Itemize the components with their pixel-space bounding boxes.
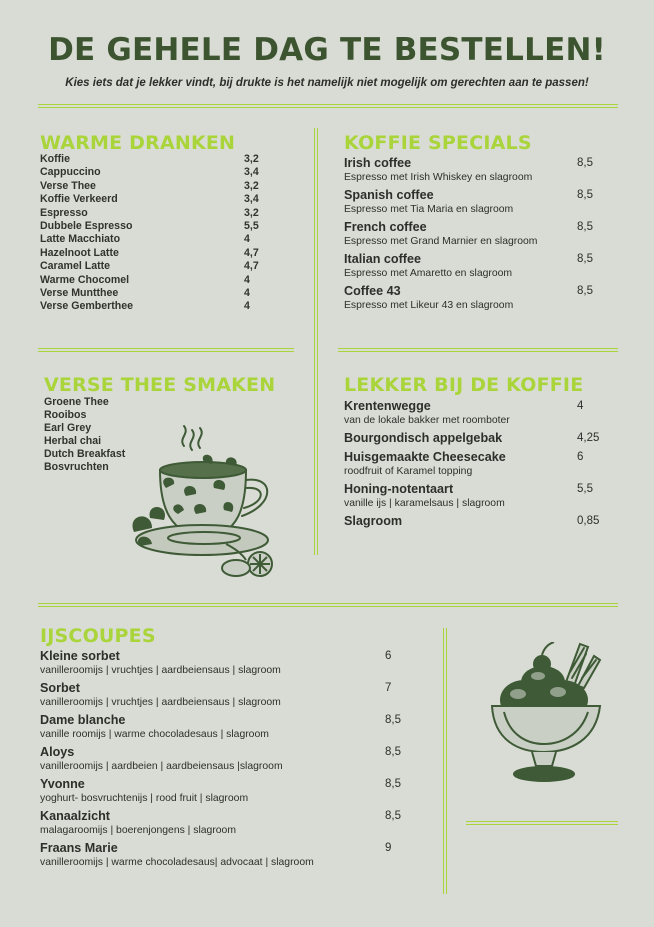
item-price: 8,5 [385, 746, 401, 758]
menu-item [344, 482, 606, 510]
item-description: yoghurt- bosvruchtenijs | rood fruit | slagroom [40, 793, 249, 804]
menu-item [40, 713, 410, 741]
menu-item [344, 399, 606, 427]
item-description: vanille ijs | karamelsaus | slagroom [344, 498, 505, 509]
list-item: Bosvruchten [44, 461, 109, 473]
item-name: Coffee 43 [344, 284, 401, 298]
list-item: Groene Thee [44, 396, 109, 408]
item-price: 8,5 [577, 157, 593, 169]
item-name: Honing-notentaart [344, 482, 454, 496]
divider-top [38, 104, 618, 105]
item-name: French coffee [344, 220, 427, 234]
list-item: Earl Grey [44, 422, 92, 434]
item-name: Espresso [40, 206, 88, 219]
menu-item [344, 284, 606, 312]
koffie-specials-list [344, 156, 606, 316]
list-item [40, 193, 280, 206]
item-price: 4 [244, 300, 250, 313]
menu-item [40, 681, 410, 709]
menu-item [40, 649, 410, 677]
item-price: 3,2 [244, 206, 259, 219]
item-description: vanilleroomijs | vruchtjes | aardbeiensaus | slagroom [40, 665, 281, 676]
item-description: Espresso met Irish Whiskey en slagroom [344, 172, 533, 183]
item-name: Caramel Latte [40, 260, 111, 273]
item-name: Verse Muntthee [40, 286, 119, 299]
ijscoupes-list [40, 649, 410, 873]
item-price: 8,5 [577, 285, 593, 297]
item-description: malagaroomijs | boerenjongens | slagroom [40, 825, 236, 836]
item-price: 8,5 [577, 221, 593, 233]
item-name: Verse Gemberthee [40, 300, 134, 313]
item-price: 8,5 [577, 253, 593, 265]
menu-item [344, 252, 606, 280]
item-price: 5,5 [244, 219, 259, 232]
item-description: Espresso met Likeur 43 en slagroom [344, 300, 514, 311]
item-price: 6 [577, 451, 584, 463]
item-price: 7 [385, 682, 392, 694]
list-item: Dutch Breakfast [44, 448, 126, 460]
section-title-ijscoupes: IJSCOUPES [40, 625, 156, 647]
divider-right-mid [338, 348, 618, 349]
list-item [40, 220, 280, 233]
item-price: 3,4 [244, 193, 259, 206]
list-item [40, 233, 280, 246]
divider-middle [38, 603, 618, 604]
list-item [40, 153, 280, 166]
page-title: DE GEHELE DAG TE BESTELLEN! [48, 32, 606, 68]
item-name: Krentenwegge [344, 399, 431, 413]
item-price: 4,7 [244, 260, 259, 273]
item-price: 4,7 [244, 246, 259, 259]
item-description: vanilleroomijs | aardbeien | aardbeiensaus |slagroom [40, 761, 283, 772]
item-name: Sorbet [40, 681, 80, 695]
list-item: Rooibos [44, 409, 87, 421]
section-title-warme-dranken: WARME DRANKEN [40, 132, 236, 154]
item-name: Latte Macchiato [40, 233, 121, 246]
menu-item [40, 809, 410, 837]
ice-cream-sundae-icon [488, 642, 604, 782]
menu-item [344, 431, 606, 446]
menu-item [344, 220, 606, 248]
item-name: Dubbele Espresso [40, 219, 133, 232]
item-name: Koffie [40, 153, 71, 165]
list-item [40, 166, 280, 179]
divider-left-mid [38, 348, 294, 349]
list-item: Herbal chai [44, 435, 102, 447]
item-name: Warme Chocomel [40, 273, 130, 286]
item-name: Fraans Marie [40, 841, 118, 855]
page-subtitle: Kies iets dat je lekker vindt, bij drukte is het namelijk niet mogelijk om gerechten aan te passen! [65, 77, 589, 89]
item-price: 4 [244, 273, 250, 286]
menu-item [40, 777, 410, 805]
item-price: 3,2 [244, 179, 259, 192]
item-price: 3,2 [244, 153, 259, 165]
item-name: Verse Thee [40, 179, 96, 192]
item-price: 8,5 [385, 778, 401, 790]
divider-right-bottom [466, 821, 618, 822]
item-price: 5,5 [577, 483, 593, 495]
menu-item [344, 450, 606, 478]
item-price: 4 [244, 233, 250, 246]
item-price: 8,5 [385, 714, 401, 726]
section-title-koffie-specials: KOFFIE SPECIALS [344, 132, 532, 154]
list-item [40, 247, 280, 260]
item-price: 4 [577, 400, 584, 412]
item-name: Hazelnoot Latte [40, 246, 119, 259]
list-item [40, 287, 280, 300]
item-name: Cappuccino [40, 166, 101, 179]
item-description: van de lokale bakker met roomboter [344, 415, 510, 426]
item-description: Espresso met Grand Marnier en slagroom [344, 236, 538, 247]
menu-item [40, 745, 410, 773]
item-name: Irish coffee [344, 156, 412, 170]
list-item [40, 274, 280, 287]
list-item [40, 207, 280, 220]
item-name: Huisgemaakte Cheesecake [344, 450, 506, 464]
tea-cup-icon [126, 418, 276, 578]
menu-item [344, 188, 606, 216]
item-name: Kanaalzicht [40, 809, 110, 823]
item-price: 4,25 [577, 432, 600, 444]
item-name: Slagroom [344, 514, 403, 528]
divider-vertical-top [314, 128, 315, 555]
list-item [40, 180, 280, 193]
item-description: vanilleroomijs | vruchtjes | aardbeiensaus | slagroom [40, 697, 281, 708]
item-price: 0,85 [577, 515, 600, 527]
item-description: vanilleroomijs | warme chocoladesaus| advocaat | slagroom [40, 857, 314, 868]
menu-item [344, 514, 606, 529]
item-price: 8,5 [385, 810, 401, 822]
item-price: 8,5 [577, 189, 593, 201]
item-name: Italian coffee [344, 252, 421, 266]
list-item [40, 300, 280, 313]
item-name: Kleine sorbet [40, 649, 120, 663]
lekker-bij-koffie-list [344, 399, 606, 533]
item-name: Dame blanche [40, 713, 126, 727]
item-description: Espresso met Amaretto en slagroom [344, 268, 513, 279]
item-name: Spanish coffee [344, 188, 434, 202]
warme-dranken-list [40, 153, 280, 314]
item-name: Koffie Verkeerd [40, 193, 118, 206]
item-description: roodfruit of Karamel topping [344, 466, 473, 477]
item-description: vanille roomijs | warme chocoladesaus | slagroom [40, 729, 269, 740]
menu-item [40, 841, 410, 869]
item-name: Aloys [40, 745, 75, 759]
item-price: 9 [385, 842, 392, 854]
section-title-verse-thee: VERSE THEE SMAKEN [44, 374, 276, 396]
item-price: 6 [385, 650, 392, 662]
list-item [40, 260, 280, 273]
section-title-lekker-bij-koffie: LEKKER BIJ DE KOFFIE [344, 374, 584, 396]
divider-vertical-bottom [443, 628, 444, 894]
menu-item [344, 156, 606, 184]
item-name: Yvonne [40, 777, 85, 791]
item-price: 4 [244, 286, 250, 299]
item-price: 3,4 [244, 166, 259, 179]
item-name: Bourgondisch appelgebak [344, 431, 503, 445]
item-description: Espresso met Tia Maria en slagroom [344, 204, 514, 215]
